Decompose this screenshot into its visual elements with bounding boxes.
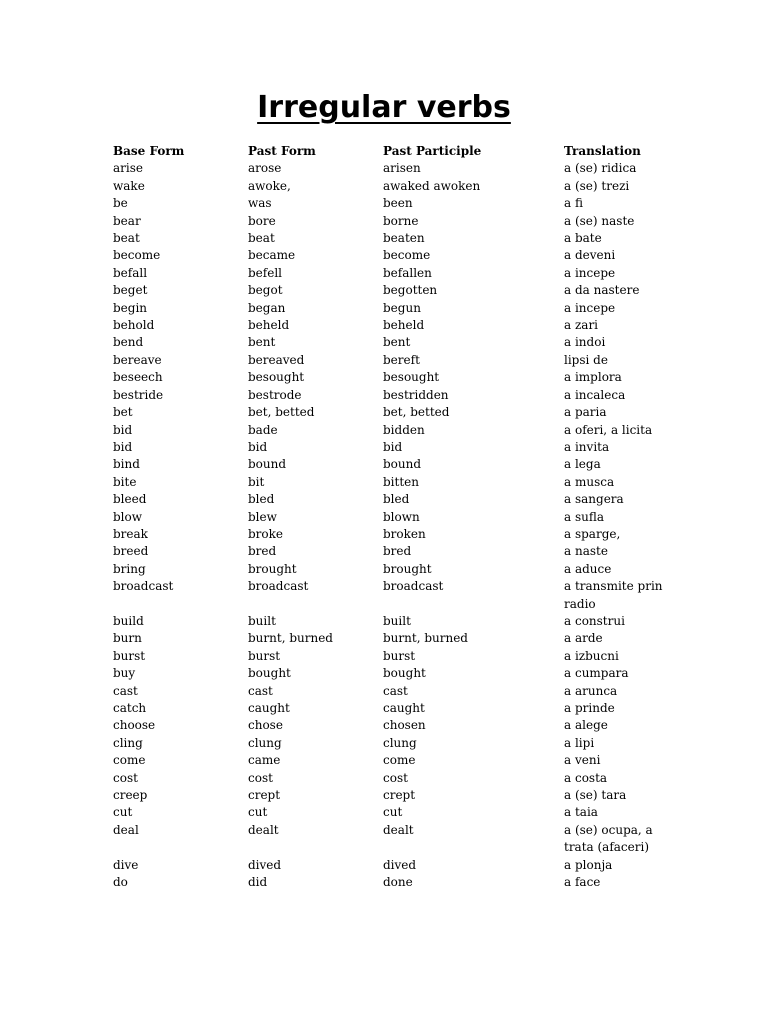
table-row [111,352,671,369]
document-title-text: Irregular verbs [257,90,511,125]
cell-past-participle: bidden [383,422,425,437]
cell-past-participle: broken [383,526,426,541]
cell-base-form: cast [113,683,138,698]
cell-past-form: beheld [248,318,290,333]
header-translation: Translation [564,144,641,158]
cell-past-participle: broadcast [383,579,444,594]
cell-past-participle: begotten [383,283,438,298]
table-row [111,439,671,456]
cell-past-form: bade [248,422,278,437]
table-row [111,648,671,665]
cell-translation: a arunca [564,683,618,698]
cell-past-form: befell [248,265,283,280]
cell-past-form: burnt, burned [248,631,333,646]
cell-base-form: wake [113,178,145,193]
table-row [111,265,671,282]
table-row [111,752,671,769]
cell-base-form: creep [113,788,148,803]
cell-past-participle: bestridden [383,387,449,402]
table-row [111,665,671,682]
cell-past-form: chose [248,718,283,733]
cell-base-form: cling [113,735,143,750]
header-past-form: Past Form [248,144,316,158]
cell-base-form: befall [113,265,148,280]
cell-base-form: bid [113,439,133,454]
cell-past-participle: become [383,248,431,263]
table-row [111,491,671,508]
cell-translation: a incepe [564,265,616,280]
cell-past-form: bereaved [248,352,305,367]
cell-past-participle: bitten [383,474,419,489]
table-row [111,700,671,717]
cell-past-participle: blown [383,509,420,524]
cell-base-form: bet [113,405,133,420]
cell-base-form: broadcast [113,579,174,594]
cell-past-form: bet, betted [248,405,315,420]
cell-past-participle: arisen [383,161,421,176]
cell-past-participle: burst [383,648,416,663]
cell-base-form: breed [113,544,149,559]
cell-translation: a deveni [564,248,616,263]
cell-past-form: bent [248,335,276,350]
table-row [111,630,671,647]
cell-translation: a (se) ocupa, a trata (afaceri) [564,822,653,855]
cell-translation: a prinde [564,701,615,715]
cell-past-participle: done [383,875,413,890]
cell-translation: a naste [564,544,608,559]
cell-translation: a veni [564,753,601,768]
cell-translation: a incaleca [564,387,626,402]
cell-base-form: blow [113,509,143,524]
table-row [111,613,671,630]
table-row [111,787,671,804]
cell-base-form: do [113,875,128,890]
cell-translation: a plonja [564,857,613,872]
cell-base-form: bid [113,422,133,437]
cell-translation: a fi [564,196,583,211]
cell-past-form: began [248,300,286,315]
cell-past-form: did [248,875,268,890]
table-row [111,578,671,613]
table-row [111,526,671,543]
cell-past-form: became [248,248,296,263]
cell-base-form: build [113,613,144,628]
table-row [111,422,671,439]
cell-past-form: begot [248,283,283,298]
cell-past-form: beat [248,231,275,246]
cell-base-form: dive [113,857,139,872]
table-row [111,770,671,787]
cell-translation: a transmite prin radio [564,579,663,611]
cell-translation: a indoi [564,335,606,350]
cell-past-participle: awaked awoken [383,178,481,193]
cell-base-form: beseech [113,370,163,385]
cell-past-participle: dealt [383,822,414,837]
cell-base-form: bereave [113,352,162,367]
cell-translation: a aduce [564,561,612,576]
cell-translation: a zari [564,318,599,333]
cell-base-form: choose [113,718,156,733]
cell-past-form: was [248,196,272,211]
cell-past-participle: dived [383,857,417,872]
cell-past-participle: cut [383,805,403,820]
cell-past-participle: beaten [383,231,425,246]
table-row [111,230,671,247]
cell-translation: a bate [564,231,602,246]
cell-past-participle: bid [383,439,403,454]
cell-translation: a (se) trezi [564,178,630,193]
table-row [111,717,671,734]
cell-past-form: caught [248,701,290,715]
cell-past-participle: clung [383,735,417,750]
cell-base-form: bestride [113,387,164,402]
cell-past-form: bound [248,457,287,472]
cell-translation: a oferi, a licita [564,422,653,437]
cell-base-form: break [113,526,148,541]
cell-translation: a implora [564,370,622,385]
cell-past-form: besought [248,370,305,385]
cell-base-form: come [113,753,146,768]
cell-past-participle: befallen [383,265,432,280]
cell-base-form: buy [113,666,136,681]
cell-base-form: arise [113,161,143,176]
cell-translation: a (se) tara [564,788,627,803]
cell-past-form: bit [248,474,265,489]
cell-past-participle: been [383,196,413,211]
cell-past-form: bestrode [248,387,302,402]
cell-past-form: cast [248,683,273,698]
cell-translation: a lipi [564,735,595,750]
cell-translation: a (se) ridica [564,161,637,176]
cell-past-participle: bought [383,666,426,681]
cell-base-form: bring [113,561,146,576]
cell-base-form: bite [113,474,137,489]
header-past-participle: Past Participle [383,144,482,158]
cell-translation: a da nastere [564,283,640,298]
cell-translation: a face [564,875,601,890]
table-row [111,387,671,404]
table-row [111,857,671,874]
cell-past-participle: bled [383,492,410,507]
cell-past-form: arose [248,161,282,176]
table-row [111,213,671,230]
cell-past-participle: beheld [383,318,425,333]
cell-base-form: bear [113,213,141,228]
cell-translation: a sangera [564,492,624,507]
table-header-row [111,143,671,160]
cell-past-form: blew [248,509,277,524]
cell-past-participle: bent [383,335,411,350]
cell-past-form: dealt [248,822,279,837]
cell-base-form: bend [113,335,144,350]
cell-past-participle: borne [383,213,419,228]
cell-base-form: beget [113,283,148,298]
cell-base-form: bind [113,457,140,472]
table-row [111,282,671,299]
table-row [111,300,671,317]
table-row [111,369,671,386]
cell-base-form: beat [113,231,140,246]
cell-past-form: broke [248,526,284,541]
cell-translation: a taia [564,805,598,820]
cell-past-form: bid [248,439,268,454]
cell-past-participle: begun [383,300,421,315]
cell-translation: lipsi de [564,352,608,367]
cell-past-form: crept [248,788,281,803]
cell-base-form: cut [113,805,133,820]
cell-translation: a lega [564,457,601,472]
cell-translation: a sufla [564,509,605,524]
table-row [111,334,671,351]
cell-translation: a cumpara [564,666,629,681]
cell-past-participle: burnt, burned [383,631,468,646]
cell-past-participle: bound [383,457,422,472]
table-row [111,543,671,560]
cell-past-participle: bred [383,544,412,559]
table-row [111,195,671,212]
cell-base-form: begin [113,300,148,315]
cell-past-participle: chosen [383,718,426,733]
cell-past-form: dived [248,857,282,872]
table-row [111,247,671,264]
cell-past-participle: cast [383,683,408,698]
table-row [111,456,671,473]
cell-past-form: bore [248,213,276,228]
cell-past-form: burst [248,648,281,663]
cell-base-form: behold [113,318,155,333]
cell-past-form: bled [248,492,275,507]
table-row [111,178,671,195]
table-row [111,804,671,821]
cell-past-participle: crept [383,788,416,803]
table-row [111,822,671,857]
cell-base-form: burn [113,631,142,646]
cell-translation: a invita [564,439,610,454]
cell-translation: a alege [564,718,608,733]
cell-base-form: become [113,248,161,263]
table-row [111,160,671,177]
table-row [111,317,671,334]
cell-past-participle: bereft [383,352,420,367]
cell-past-form: broadcast [248,579,309,594]
irregular-verbs-table [111,143,671,891]
cell-past-form: brought [248,561,297,576]
cell-past-form: clung [248,735,282,750]
cell-translation: a sparge, [564,526,621,541]
cell-base-form: deal [113,822,139,837]
cell-translation: a incepe [564,300,616,315]
table-row [111,874,671,891]
cell-base-form: catch [113,701,147,715]
cell-translation: a musca [564,474,615,489]
table-row [111,474,671,491]
cell-past-participle: bet, betted [383,405,450,420]
cell-past-form: came [248,753,281,768]
table-row [111,404,671,421]
cell-translation: a costa [564,770,608,785]
cell-base-form: burst [113,648,146,663]
cell-translation: a paria [564,405,607,420]
table-row [111,561,671,578]
table-row [111,735,671,752]
cell-past-form: bought [248,666,291,681]
cell-past-form: cost [248,770,273,785]
table-body [111,160,671,891]
cell-base-form: bleed [113,492,147,507]
cell-past-participle: built [383,613,411,628]
table-row [111,509,671,526]
cell-translation: a izbucni [564,648,619,663]
cell-past-form: built [248,613,276,628]
cell-past-participle: brought [383,561,432,576]
cell-past-participle: come [383,753,416,768]
document-title [0,88,768,128]
cell-base-form: cost [113,770,138,785]
cell-past-form: awoke, [248,178,291,193]
cell-translation: a arde [564,631,603,646]
table-row [111,683,671,700]
header-base-form: Base Form [113,144,185,158]
cell-past-form: cut [248,805,268,820]
cell-past-participle: caught [383,701,425,715]
cell-past-participle: besought [383,370,440,385]
cell-past-participle: cost [383,770,408,785]
cell-base-form: be [113,196,128,211]
cell-translation: a (se) naste [564,213,635,228]
cell-translation: a construi [564,613,625,628]
cell-past-form: bred [248,544,277,559]
